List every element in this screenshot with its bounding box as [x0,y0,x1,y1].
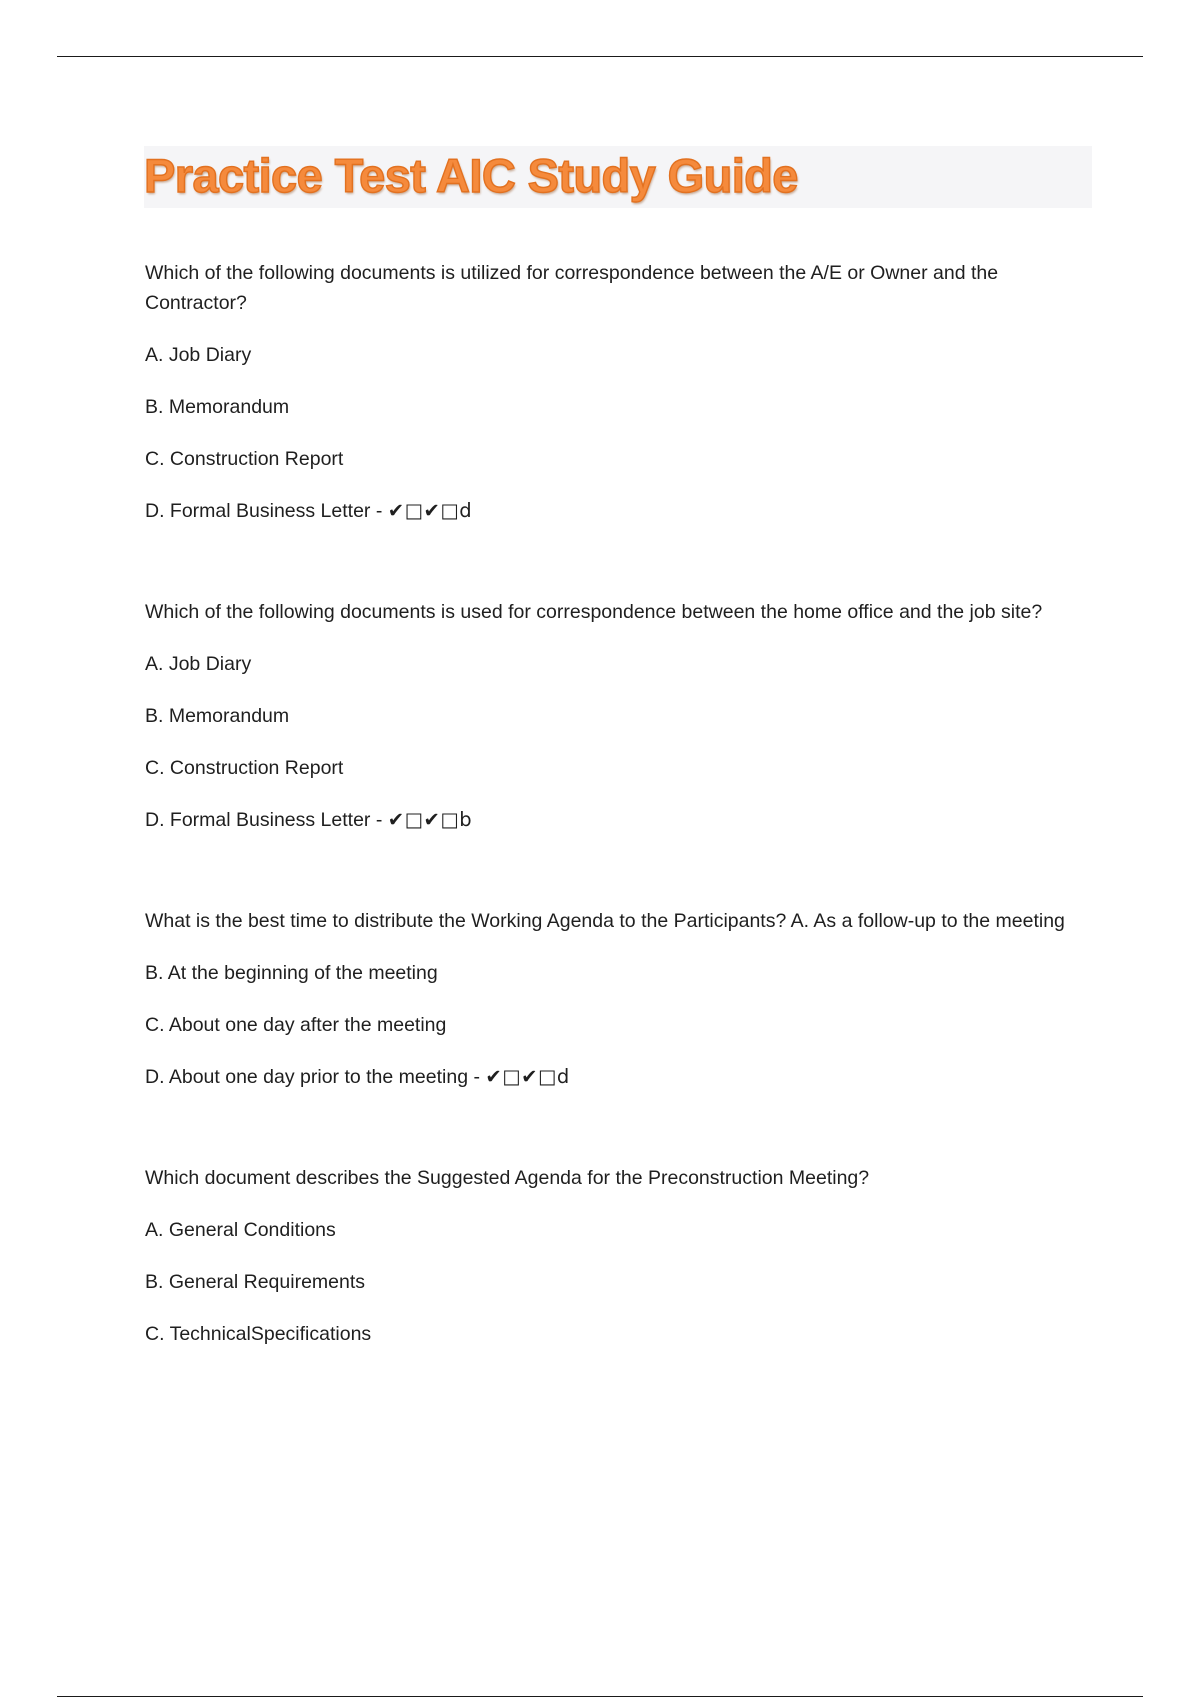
question-block-4 [145,1163,1080,1349]
question-block-1 [145,258,1080,526]
title-banner [144,146,1092,208]
page-title: Practice Test AIC Study Guide [144,149,798,202]
option-b: B. General Requirements [145,1271,366,1293]
question-text: Which of the following documents is used for correspondence between the home office and the job site? [145,601,1043,623]
option-a: A. General Conditions [145,1219,336,1241]
question-text: Which document describes the Suggested Agenda for the Preconstruction Meeting? [145,1167,870,1189]
question-block-2 [145,597,1080,835]
option-c: C. TechnicalSpecifications [145,1323,372,1345]
option-d-label: D. About one day prior to the meeting - [145,1066,486,1088]
option-c: C. About one day after the meeting [145,1014,447,1036]
option-b: B. At the beginning of the meeting [145,962,438,984]
question-text: What is the best time to distribute the Working Agenda to the Participants? A. As a follow-up to the meeting [145,910,1065,932]
option-c: C. Construction Report [145,757,344,779]
option-a: A. Job Diary [145,653,252,675]
answer-mark: ✔□✔□d [485,1065,570,1088]
option-d [145,496,1080,526]
page-top-rule [57,56,1143,57]
option-a: A. Job Diary [145,344,252,366]
answer-mark: ✔□✔□d [387,499,473,522]
answer-mark: ✔□✔□b [387,808,473,831]
option-d-label: D. Formal Business Letter - [145,500,388,522]
question-list [145,258,1080,1349]
option-b: B. Memorandum [145,396,290,418]
question-block-3 [145,906,1080,1092]
page-bottom-rule [57,1696,1143,1697]
option-d-label: D. Formal Business Letter - [145,809,388,831]
question-text: Which of the following documents is utilized for correspondence between the A/E or Owner and the Contractor? [145,262,999,314]
option-c: C. Construction Report [145,448,344,470]
option-d [145,805,1080,835]
option-b: B. Memorandum [145,705,290,727]
option-d [145,1062,1080,1092]
